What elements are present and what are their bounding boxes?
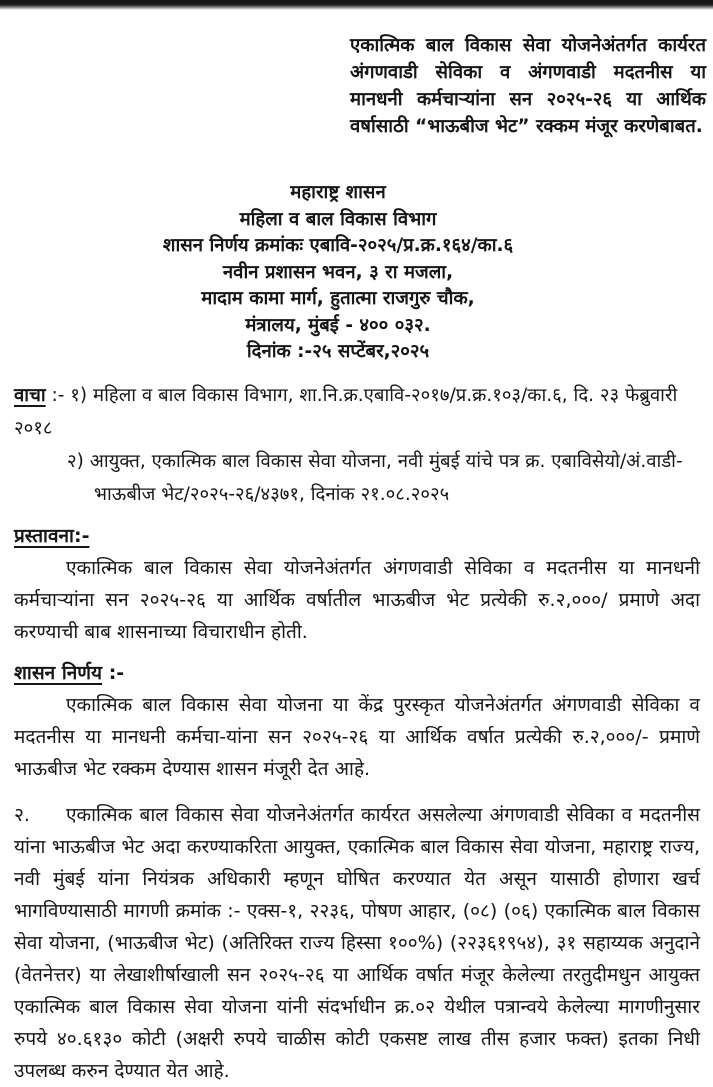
prastavana-heading: प्रस्तावना:-	[14, 524, 90, 547]
address-line-3: मंत्रालय, मुंबई - ४०० ०३२.	[245, 314, 431, 336]
paragraph-number: २.	[14, 803, 30, 826]
nirnay-heading: शासन निर्णय	[14, 661, 103, 684]
prastavana-heading-row	[14, 520, 700, 552]
read-separator: :-	[45, 384, 71, 406]
nirnay-paragraph-1: एकात्मिक बाल विकास सेवा योजना या केंद्र पुरस्कृत योजनेअंतर्गत अंगणवाडी सेविका व मदतनीस या मानधनी कर्मचा-यांना सन २०२५-२६ या आर्थिक वर्षात प्रत्येकी रु.२,०००/- प्रमाणे भाऊबीज भेट रक्कम देण्यास शासन मंजूरी देत आहे.	[14, 693, 700, 780]
address-line-2: मादाम कामा मार्ग, हुतात्मा राजगुरु चौक,	[201, 288, 475, 309]
nirnay-paragraph-2	[14, 799, 700, 1087]
nirnay-paragraph-2-text: एकात्मिक बाल विकास सेवा योजनेअंतर्गत कार्यरत असलेल्या अंगणवाडी सेविका व मदतनीस यांना भाऊबीज भेट अदा करण्याकरिता आयुक्त, एकात्मिक बाल विकास सेवा योजना, महाराष्ट्र राज्य, नवी मुंबई यांना नियंत्रक अधिकारी म्हणून घोषित करण्यात येत असून यासाठी होणारा खर्च भागविण्यासाठी मागणी क्रमांक :- एक्स-१, २२३६, पोषण आहार, (०८) (०६) एकात्मिक बाल विकास सेवा योजना, (भाऊबीज भेट) (अतिरिक्त राज्य हिस्सा १००%) (२२३६१९५४), ३१ सहाय्यक अनुदाने (वेतनेत्तर) या लेखाशीर्षाखाली सन २०२५-२६ या आर्थिक वर्षात मंजूर केलेल्या तरतुदीमधुन आयुक्त एकात्मिक बाल विकास सेवा योजना यांनी संदर्भाधीन क्र.०२ येथील पत्रान्वये केलेल्या मागणीनुसार रुपये ४०.६१३० कोटी (अक्षरी रुपये चाळीस कोटी एकसष्ट लाख तीस हजार फक्त) इतका निधी उपलब्ध करुन देण्यात येत आहे.	[14, 803, 700, 1082]
department-name: महिला व बाल विकास विभाग	[239, 208, 437, 230]
letterhead	[0, 180, 676, 366]
nirnay-section	[14, 657, 700, 1087]
read-line-1	[14, 379, 700, 445]
read-item-1: १) महिला व बाल विकास विभाग, शा.नि.क्र.एबावि-२०१७/प्र.क्र.१०३/का.६, दि. २३ फेब्रुवारी २०१८	[14, 384, 678, 439]
subject-heading: एकात्मिक बाल विकास सेवा योजनेअंतर्गत कार्यरत अंगणवाडी सेविका व अंगणवाडी मदतनीस या मानधनी कर्मचाऱ्यांना सन २०२५-२६ या आर्थिक वर्षासाठी “भाऊबीज भेट” रक्कम मंजूर करणेबाबत.	[350, 35, 706, 137]
read-item-2: २) आयुक्त, एकात्मिक बाल विकास सेवा योजना, नवी मुंबई यांचे पत्र क्र. एबाविसेयो/अं.वाडी-	[67, 450, 683, 472]
address-line-1: नवीन प्रशासन भवन, ३ रा मजला,	[222, 261, 454, 283]
read-label: वाचा	[14, 384, 46, 406]
nirnay-heading-row	[14, 657, 700, 689]
read-item-2-continued: भाऊबीज भेट/२०२५-२६/४३७१, दिनांक २१.०८.२०२५	[94, 483, 450, 505]
date-line: दिनांक :-२५ सप्टेंबर,२०२५	[246, 341, 430, 362]
government-name: महाराष्ट्र शासन	[290, 182, 386, 203]
prastavana-paragraph: एकात्मिक बाल विकास सेवा योजनेअंतर्गत अंगणवाडी सेविका व मदतनीस या मानधनी कर्मचाऱ्यांना सन २०२५-२६ या आर्थिक वर्षातील भाऊबीज भेट प्रत्येकी रु.२,०००/ प्रमाणे अदा करण्याची बाब शासनाच्या विचाराधीन होती.	[14, 556, 700, 643]
gr-number: शासन निर्णय क्रमांकः एबावि-२०२५/प्र.क्र.१६४/का.६	[162, 235, 514, 256]
nirnay-heading-suffix: :-	[102, 661, 125, 684]
prastavana-section	[14, 520, 700, 648]
read-section	[14, 379, 700, 511]
top-edge-bar	[0, 0, 713, 10]
